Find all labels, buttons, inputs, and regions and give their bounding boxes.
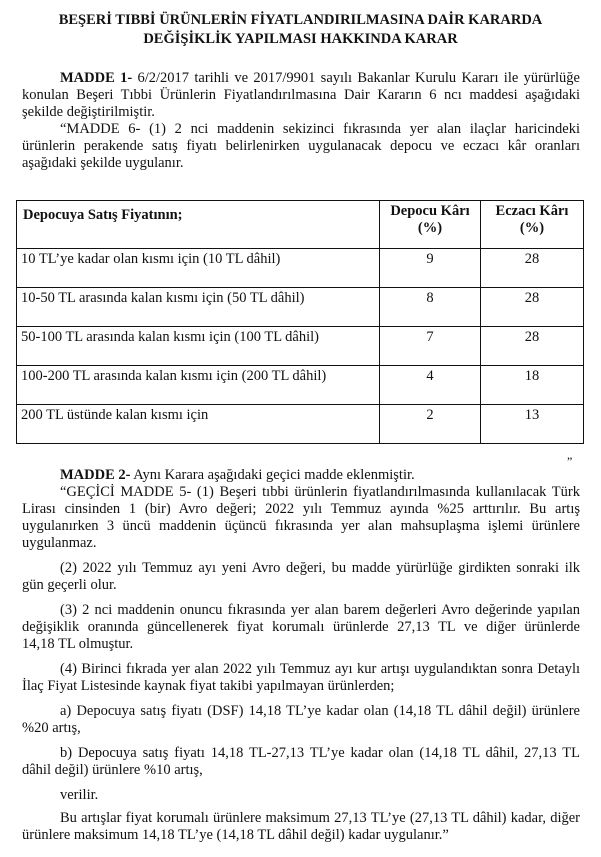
depocu-cell: 2 (380, 405, 481, 444)
table-row (17, 366, 584, 405)
document-title-line-2: DEĞİŞİKLİK YAPILMASI HAKKINDA KARAR (143, 31, 458, 47)
header-depocu-kari: Depocu Kârı (%) (380, 201, 481, 249)
closing-paragraph-line-1: Bu artışlar fiyat korumalı ürünlere maksimum 27,13 TL’ye (27,13 TL dâhil) kadar, diğer (60, 810, 580, 826)
gecici-madde-5-line-2: Lirası cinsinden 1 (bir) Avro değeri; 2022 yılı Temmuz ayında %25 arttırılır. Bu artış (22, 501, 580, 517)
table-row (17, 288, 584, 327)
eczaci-cell: 28 (481, 249, 584, 288)
range-cell: 200 TL üstünde kalan kısmı için (17, 405, 380, 444)
fikra-3-line-2: değişiklik oranında güncellenerek fiyat korumalı ürünlerde 27,13 TL ve diğer ürünlerde (22, 619, 580, 635)
bent-a-line-2: %20 artış, (22, 720, 81, 736)
closing-quote-mark: ” (567, 454, 573, 468)
profit-rate-table (16, 200, 584, 444)
header-sale-price: Depocuya Satış Fiyatının; (17, 201, 380, 249)
range-cell: 10 TL’ye kadar olan kısmı için (10 TL dâhil) (17, 249, 380, 288)
madde-1-line-2: konulan Beşeri Tıbbi Ürünlerin Fiyatlandırılmasına Dair Kararın 6 ncı maddesi aşağıdaki (22, 87, 580, 103)
bent-a-line-1: a) Depocuya satış fiyatı (DSF) 14,18 TL’ye kadar olan (14,18 TL dâhil değil) ürünlere (60, 703, 580, 719)
verilir-line: verilir. (60, 787, 99, 803)
madde-6-quote-line-2: ürünlerin perakende satış fiyatı belirlenirken uygulanacak depocu ve eczacı kâr oranları (22, 138, 580, 154)
fikra-4-line-2: İlaç Fiyat Listesinde kaynak fiyat takibi yapılmayan ürünlerden; (22, 678, 395, 694)
document-title-line-1: BEŞERİ TIBBİ ÜRÜNLERİN FİYATLANDIRILMASINA DAİR KARARDA (58, 12, 543, 28)
fikra-3-line-1: (3) 2 nci maddenin onuncu fıkrasında yer alan barem değerleri Avro değerinde yapılan (60, 602, 580, 618)
madde-1-line-1: MADDE 1- 6/2/2017 tarihli ve 2017/9901 sayılı Bakanlar Kurulu Kararı ile yürürlüğe (60, 70, 580, 86)
madde-6-quote-line-3: aşağıdaki şekilde uygulanır. (22, 155, 184, 171)
eczaci-cell: 18 (481, 366, 584, 405)
eczaci-cell: 28 (481, 327, 584, 366)
closing-paragraph-line-2: ürünlere maksimum 14,18 TL’ye (14,18 TL dâhil değil) kadar uygulanır.” (22, 827, 449, 843)
gecici-madde-5-line-3: uygulanırken 3 üncü maddenin üçüncü fıkrasında yer alan mahsuplaşma işlemi ürünlere (22, 518, 580, 534)
madde-2-label: MADDE 2- (60, 467, 131, 483)
fikra-3-line-3: 14,18 TL olmuştur. (22, 636, 134, 652)
madde-2-line-1: MADDE 2- Aynı Karara aşağıdaki geçici madde eklenmiştir. (60, 467, 415, 483)
bent-b-line-1: b) Depocuya satış fiyatı 14,18 TL-27,13 TL’ye kadar olan (14,18 TL dâhil, 27,13 TL (60, 745, 580, 761)
range-cell: 10-50 TL arasında kalan kısmı için (50 TL dâhil) (17, 288, 380, 327)
madde-1-label: MADDE 1- (60, 70, 133, 86)
eczaci-cell: 13 (481, 405, 584, 444)
table-row (17, 249, 584, 288)
madde-1-paragraph (22, 70, 580, 172)
madde-6-quote-line-1: “MADDE 6- (1) 2 nci maddenin sekizinci fıkrasında yer alan ilaçlar haricindeki (60, 121, 580, 137)
fikra-4-line-1: (4) Birinci fıkrada yer alan 2022 yılı Temmuz ayı kur artışı uygulandıktan sonra Detaylı (60, 661, 580, 677)
header-eczaci-kari: Eczacı Kârı (%) (481, 201, 584, 249)
range-cell: 100-200 TL arasında kalan kısmı için (200 TL dâhil) (17, 366, 380, 405)
table-header-row (17, 201, 584, 249)
fikra-2-line-2: gün geçerli olur. (22, 577, 117, 593)
depocu-cell: 9 (380, 249, 481, 288)
range-cell: 50-100 TL arasında kalan kısmı için (100 TL dâhil) (17, 327, 380, 366)
depocu-cell: 4 (380, 366, 481, 405)
gecici-madde-5-line-1: “GEÇİCİ MADDE 5- (1) Beşeri tıbbi ürünlerin fiyatlandırılmasında kullanılacak Türk (60, 484, 580, 500)
gecici-madde-5-line-4: uygulanmaz. (22, 535, 97, 551)
table-row (17, 327, 584, 366)
madde-1-line-3: şekilde değiştirilmiştir. (22, 104, 155, 120)
table-row (17, 405, 584, 444)
fikra-2-line-1: (2) 2022 yılı Temmuz ayı yeni Avro değeri, bu madde yürürlüğe girdikten sonraki ilk (60, 560, 580, 576)
madde-2-paragraph (22, 467, 580, 844)
depocu-cell: 8 (380, 288, 481, 327)
depocu-cell: 7 (380, 327, 481, 366)
eczaci-cell: 28 (481, 288, 584, 327)
bent-b-line-2: dâhil değil) ürünlere %10 artış, (22, 762, 203, 778)
